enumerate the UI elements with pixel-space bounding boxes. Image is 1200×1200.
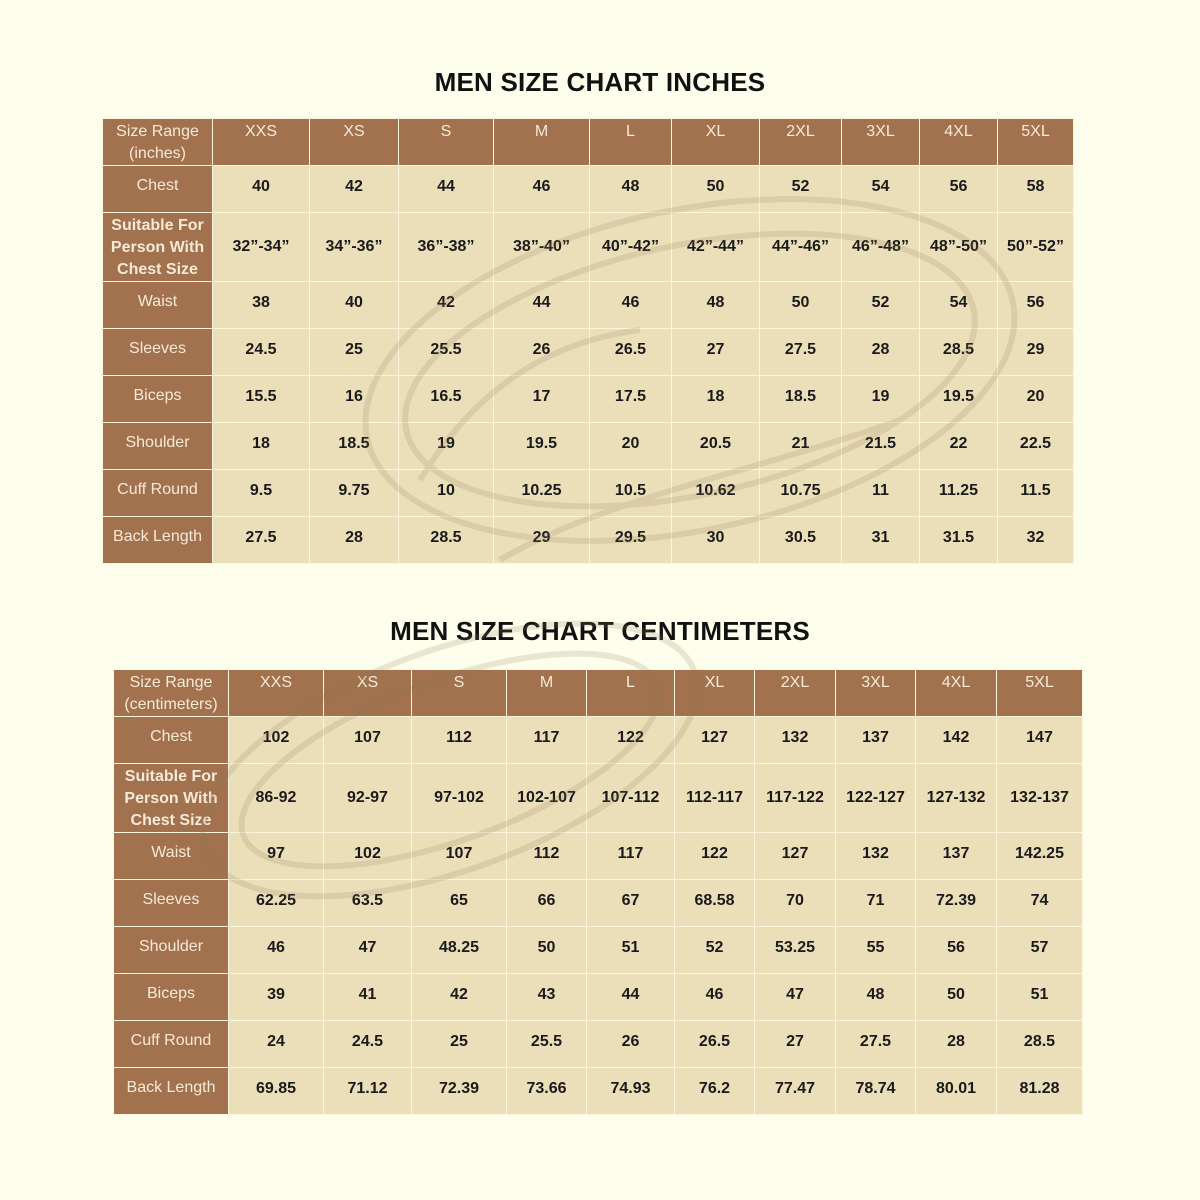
table-cell: 52 [760,166,842,213]
size-header-xxs: XXS [229,670,324,717]
table-cell: 18 [213,423,310,470]
table-cell: 15.5 [213,376,310,423]
inches-size-table [102,118,1074,564]
table-cell: 57 [997,927,1083,974]
table-cell: 19.5 [494,423,590,470]
table-cell: 117 [507,717,587,764]
table-cell: 46 [590,282,672,329]
table-row [114,974,1083,1021]
table-cell: 51 [587,927,675,974]
table-cell: 32 [998,517,1074,564]
table-cell: 137 [836,717,916,764]
row-label-sleeves: Sleeves [103,329,213,376]
table-cell: 56 [998,282,1074,329]
row-label-suitable-for-person-with-chest-size [114,764,229,833]
table-cell: 20 [590,423,672,470]
table-cell: 44 [399,166,494,213]
table-cell: 27 [755,1021,836,1068]
table-cell: 122 [675,833,755,880]
table-cell: 41 [324,974,412,1021]
table-cell: 46 [494,166,590,213]
table-cell: 27.5 [760,329,842,376]
table-cell: 26.5 [590,329,672,376]
table-cell: 9.5 [213,470,310,517]
row-label-back-length: Back Length [103,517,213,564]
row-label-shoulder: Shoulder [114,927,229,974]
table-cell: 17.5 [590,376,672,423]
row-label-shoulder: Shoulder [103,423,213,470]
table-cell: 16 [310,376,399,423]
table-cell: 56 [920,166,998,213]
table-cell: 18.5 [310,423,399,470]
table-cell: 48 [836,974,916,1021]
table-row [103,166,1074,213]
size-header-4xl: 4XL [916,670,997,717]
table-cell: 67 [587,880,675,927]
size-header-l: L [590,119,672,166]
table-cell: 27 [672,329,760,376]
table-cell: 81.28 [997,1068,1083,1115]
table-cell: 78.74 [836,1068,916,1115]
size-header-s: S [412,670,507,717]
size-header-l: L [587,670,675,717]
table-cell: 24.5 [213,329,310,376]
table-row [114,880,1083,927]
table-cell: 47 [324,927,412,974]
row-label-back-length: Back Length [114,1068,229,1115]
table-cell: 29.5 [590,517,672,564]
row-label-cuff-round: Cuff Round [103,470,213,517]
table-cell: 54 [842,166,920,213]
table-row [114,1068,1083,1115]
row-label-waist: Waist [114,833,229,880]
table-cell: 10.62 [672,470,760,517]
table-cell: 51 [997,974,1083,1021]
table-cell: 38”-40” [494,213,590,282]
table-cell: 80.01 [916,1068,997,1115]
table-cell: 46 [675,974,755,1021]
table-cell: 10.25 [494,470,590,517]
table-cell: 73.66 [507,1068,587,1115]
table-cell: 48 [672,282,760,329]
table-cell: 127 [755,833,836,880]
table-cell: 117-122 [755,764,836,833]
table-cell: 21 [760,423,842,470]
table-cell: 40 [310,282,399,329]
table-cell: 31 [842,517,920,564]
size-header-2xl: 2XL [755,670,836,717]
table-cell: 44 [587,974,675,1021]
table-cell: 24.5 [324,1021,412,1068]
table-cell: 28.5 [997,1021,1083,1068]
table-cell: 112 [412,717,507,764]
table-cell: 52 [675,927,755,974]
table-cell: 11.25 [920,470,998,517]
size-range-header-line: Size Range [116,123,199,140]
table-cell: 52 [842,282,920,329]
table-cell: 142.25 [997,833,1083,880]
table-cell: 11.5 [998,470,1074,517]
table-cell: 17 [494,376,590,423]
table-cell: 142 [916,717,997,764]
table-cell: 31.5 [920,517,998,564]
size-range-header [103,119,213,166]
row-label-line: Chest Size [130,812,212,829]
table-cell: 34”-36” [310,213,399,282]
table-cell: 20.5 [672,423,760,470]
table-cell: 127 [675,717,755,764]
row-label-cuff-round: Cuff Round [114,1021,229,1068]
table-cell: 132-137 [997,764,1083,833]
table-cell: 19 [399,423,494,470]
table-cell: 132 [836,833,916,880]
inches-chart-title: MEN SIZE CHART INCHES [434,67,766,97]
table-cell: 10.75 [760,470,842,517]
table-cell: 29 [494,517,590,564]
table-cell: 147 [997,717,1083,764]
table-cell: 20 [998,376,1074,423]
row-label-chest: Chest [114,717,229,764]
table-row [103,282,1074,329]
table-cell: 68.58 [675,880,755,927]
table-cell: 32”-34” [213,213,310,282]
table-cell: 39 [229,974,324,1021]
table-cell: 22.5 [998,423,1074,470]
table-cell: 50 [672,166,760,213]
table-cell: 102-107 [507,764,587,833]
table-cell: 30.5 [760,517,842,564]
centimeters-size-table [113,669,1083,1115]
table-cell: 71 [836,880,916,927]
size-range-header-line: (inches) [129,145,186,162]
table-cell: 28 [916,1021,997,1068]
table-cell: 46”-48” [842,213,920,282]
table-cell: 86-92 [229,764,324,833]
table-cell: 74.93 [587,1068,675,1115]
size-header-m: M [494,119,590,166]
table-cell: 11 [842,470,920,517]
size-range-header-line: (centimeters) [124,696,218,713]
table-cell: 54 [920,282,998,329]
table-cell: 50”-52” [998,213,1074,282]
size-header-m: M [507,670,587,717]
row-label-suitable-for-person-with-chest-size [103,213,213,282]
table-cell: 55 [836,927,916,974]
table-cell: 19.5 [920,376,998,423]
table-cell: 44 [494,282,590,329]
table-cell: 25 [412,1021,507,1068]
table-cell: 76.2 [675,1068,755,1115]
table-cell: 66 [507,880,587,927]
table-row [103,376,1074,423]
row-label-line: Suitable For [124,768,218,785]
inches-header-row [103,119,1074,166]
table-cell: 44”-46” [760,213,842,282]
table-cell: 48”-50” [920,213,998,282]
table-cell: 42 [310,166,399,213]
table-cell: 22 [920,423,998,470]
table-cell: 18.5 [760,376,842,423]
centimeters-header-row [114,670,1083,717]
table-row [114,833,1083,880]
table-cell: 56 [916,927,997,974]
row-label-waist: Waist [103,282,213,329]
size-header-5xl: 5XL [997,670,1083,717]
table-cell: 29 [998,329,1074,376]
table-cell: 63.5 [324,880,412,927]
table-cell: 40”-42” [590,213,672,282]
row-label-sleeves: Sleeves [114,880,229,927]
row-label-chest: Chest [103,166,213,213]
table-cell: 46 [229,927,324,974]
table-cell: 28 [310,517,399,564]
table-cell: 43 [507,974,587,1021]
table-cell: 28 [842,329,920,376]
table-cell: 65 [412,880,507,927]
table-cell: 38 [213,282,310,329]
table-cell: 42”-44” [672,213,760,282]
table-cell: 9.75 [310,470,399,517]
table-cell: 71.12 [324,1068,412,1115]
size-header-xs: XS [324,670,412,717]
row-label-line: Chest Size [117,261,198,278]
table-cell: 16.5 [399,376,494,423]
table-cell: 26.5 [675,1021,755,1068]
table-cell: 47 [755,974,836,1021]
table-cell: 48.25 [412,927,507,974]
table-row [114,1021,1083,1068]
table-cell: 36”-38” [399,213,494,282]
table-cell: 69.85 [229,1068,324,1115]
table-cell: 62.25 [229,880,324,927]
table-cell: 72.39 [412,1068,507,1115]
table-row [103,423,1074,470]
table-cell: 42 [399,282,494,329]
table-cell: 50 [507,927,587,974]
table-cell: 127-132 [916,764,997,833]
table-cell: 42 [412,974,507,1021]
table-cell: 24 [229,1021,324,1068]
size-range-header-line: Size Range [129,674,213,691]
size-header-s: S [399,119,494,166]
row-label-biceps: Biceps [103,376,213,423]
table-cell: 25.5 [399,329,494,376]
table-cell: 50 [916,974,997,1021]
table-cell: 102 [229,717,324,764]
row-label-biceps: Biceps [114,974,229,1021]
table-cell: 117 [587,833,675,880]
table-cell: 10 [399,470,494,517]
table-cell: 27.5 [836,1021,916,1068]
table-cell: 122-127 [836,764,916,833]
size-header-xl: XL [672,119,760,166]
size-range-header [114,670,229,717]
table-cell: 21.5 [842,423,920,470]
table-cell: 132 [755,717,836,764]
table-cell: 107-112 [587,764,675,833]
table-cell: 28.5 [920,329,998,376]
table-cell: 26 [587,1021,675,1068]
table-cell: 72.39 [916,880,997,927]
size-header-2xl: 2XL [760,119,842,166]
table-row [103,517,1074,564]
table-row [103,470,1074,517]
table-row [114,717,1083,764]
size-header-3xl: 3XL [836,670,916,717]
table-cell: 112 [507,833,587,880]
size-header-3xl: 3XL [842,119,920,166]
row-label-line: Person With [110,239,205,256]
table-cell: 50 [760,282,842,329]
size-header-xs: XS [310,119,399,166]
table-cell: 26 [494,329,590,376]
table-cell: 107 [412,833,507,880]
table-cell: 40 [213,166,310,213]
table-cell: 97-102 [412,764,507,833]
row-label-line: Suitable For [111,217,204,234]
table-cell: 92-97 [324,764,412,833]
table-cell: 122 [587,717,675,764]
table-cell: 10.5 [590,470,672,517]
size-header-5xl: 5XL [998,119,1074,166]
table-cell: 25.5 [507,1021,587,1068]
table-cell: 18 [672,376,760,423]
centimeters-chart-title: MEN SIZE CHART CENTIMETERS [390,616,810,646]
table-cell: 107 [324,717,412,764]
table-cell: 137 [916,833,997,880]
table-cell: 30 [672,517,760,564]
table-row [103,213,1074,282]
size-header-xl: XL [675,670,755,717]
table-cell: 53.25 [755,927,836,974]
table-cell: 77.47 [755,1068,836,1115]
table-row [114,764,1083,833]
table-row [103,329,1074,376]
table-cell: 27.5 [213,517,310,564]
size-header-xxs: XXS [213,119,310,166]
table-cell: 97 [229,833,324,880]
table-cell: 19 [842,376,920,423]
table-cell: 28.5 [399,517,494,564]
row-label-line: Person With [124,790,218,807]
table-cell: 112-117 [675,764,755,833]
table-cell: 102 [324,833,412,880]
table-row [114,927,1083,974]
table-cell: 74 [997,880,1083,927]
size-header-4xl: 4XL [920,119,998,166]
table-cell: 48 [590,166,672,213]
table-cell: 58 [998,166,1074,213]
table-cell: 25 [310,329,399,376]
table-cell: 70 [755,880,836,927]
